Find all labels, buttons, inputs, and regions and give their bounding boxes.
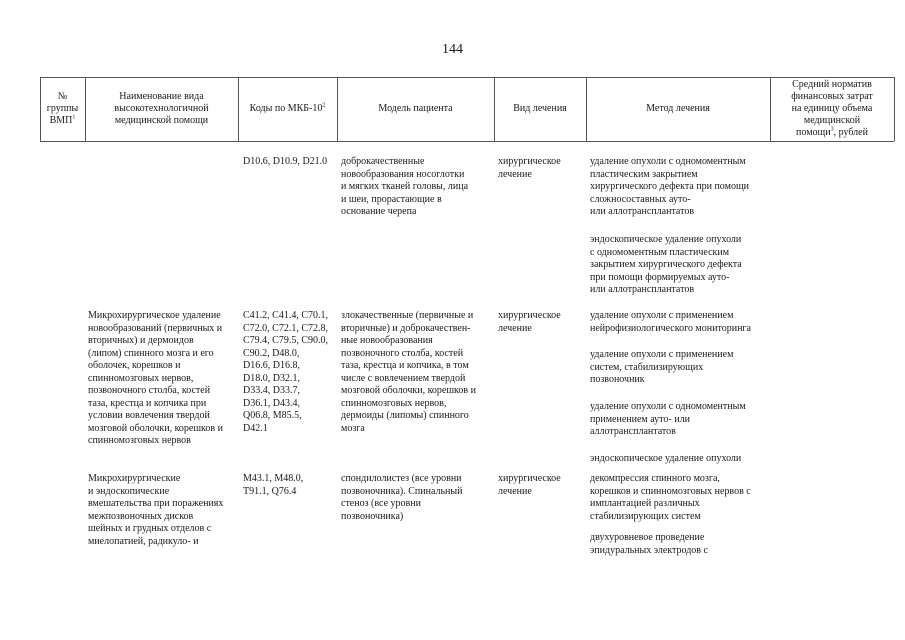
header-treatment-method: Метод лечения bbox=[646, 103, 710, 114]
table-row-2-method-3: удаление опухоли с одномоментным применением ауто- или аллотрансплантатов bbox=[590, 401, 746, 437]
table-row-3-treatment-type: хирургическое лечение bbox=[498, 473, 561, 497]
table-row-2-method-2: удаление опухоли с применением систем, стабилизирующих позвоночник bbox=[590, 349, 734, 385]
table-row-1-patient-model: доброкачественные новообразования носоглотки и мягких тканей головы, лица и шеи, прорастающие в основание черепа bbox=[341, 156, 469, 217]
table-row-1-codes: D10.6, D10.9, D21.0 bbox=[243, 156, 328, 167]
table-row-1-method-2: эндоскопическое удаление опухоли с одномоментным пластическим закрытием хирургического дефекта при помощи формируемых ауто- или аллотрансплантатов bbox=[590, 234, 742, 295]
table-row-2-codes: C41.2, C41.4, C70.1, C72.0, C72.1, C72.8, C79.4, C79.5, C90.0, C90.2, D48.0, D16.6, D16.8, D18.0, D32.1, D33.4, D33.7, D36.1, D43.4, Q06.8, M85.5, D42.1 bbox=[243, 310, 329, 434]
table-row-2-method-4: эндоскопическое удаление опухоли bbox=[590, 453, 742, 464]
table-row-1-method-1: удаление опухоли с одномоментным пластическим закрытием хирургического дефекта при помощи сложносоставных ауто- или аллотрансплантатов bbox=[590, 156, 749, 217]
table-header bbox=[40, 77, 894, 141]
header-treatment-type: Вид лечения bbox=[513, 103, 567, 114]
header-cost-standard: Средний норматив финансовых затрат на единицу объема медицинской помощи$^3$, рублей bbox=[791, 79, 873, 138]
header-care-type-name: Наименование вида высокотехнологичной медицинской помощи bbox=[114, 91, 209, 126]
table-row-3-method-1: декомпрессия спинного мозга, корешков и спинномозговых нервов с имплантацией различных стабилизирующих систем bbox=[590, 473, 751, 522]
table-row-3-codes: M43.1, M48.0, T91.1, Q76.4 bbox=[243, 473, 304, 497]
table-row-2-method-1: удаление опухоли с применением нейрофизиологического мониторинга bbox=[590, 310, 751, 334]
table-row-3-patient-model: спондилолистез (все уровни позвоночника). Спинальный стеноз (все уровни позвоночника) bbox=[341, 473, 463, 522]
header-divider bbox=[894, 77, 895, 141]
table-row-1-treatment-type: хирургическое лечение bbox=[498, 156, 561, 180]
table-row-2-treatment-type: хирургическое лечение bbox=[498, 310, 561, 334]
page-number: 144 bbox=[442, 42, 463, 57]
header-group-number: № группы ВМП$^1$ bbox=[46, 91, 79, 126]
header-patient-model: Модель пациента bbox=[378, 103, 453, 114]
table-row-3-method-2: двухуровневое проведение эпидуральных электродов с bbox=[590, 532, 708, 556]
header-bottom-rule bbox=[40, 141, 894, 142]
table-row-2-patient-model: злокачественные (первичные и вторичные) и доброкачествен- ные новообразования позвоночного столба, костей таза, крестца и копчика, в том числе с вовлечением твердой мозговой оболочки, корешков и спинномозговых нервов, дермоиды (липомы) спинного мозга bbox=[341, 310, 476, 434]
table-row-3-care-type-name: Микрохирургические и эндоскопические вмешательства при поражениях межпозвоночных дисков шейных и грудных отделов с миелопатией, радикуло- и bbox=[88, 473, 224, 547]
table-row-2-care-type-name: Микрохирургическое удаление новообразований (первичных и вторичных) и дермоидов (липом) спинного мозга и его оболочек, корешков и спинномозговых нервов, позвоночного столба, костей таза, крестца и копчика при условии вовлечения твердой мозговой оболочки, корешков и спинномозговых нервов bbox=[88, 310, 223, 446]
header-icd-codes: Коды по МКБ-$10^2$ bbox=[249, 102, 326, 114]
